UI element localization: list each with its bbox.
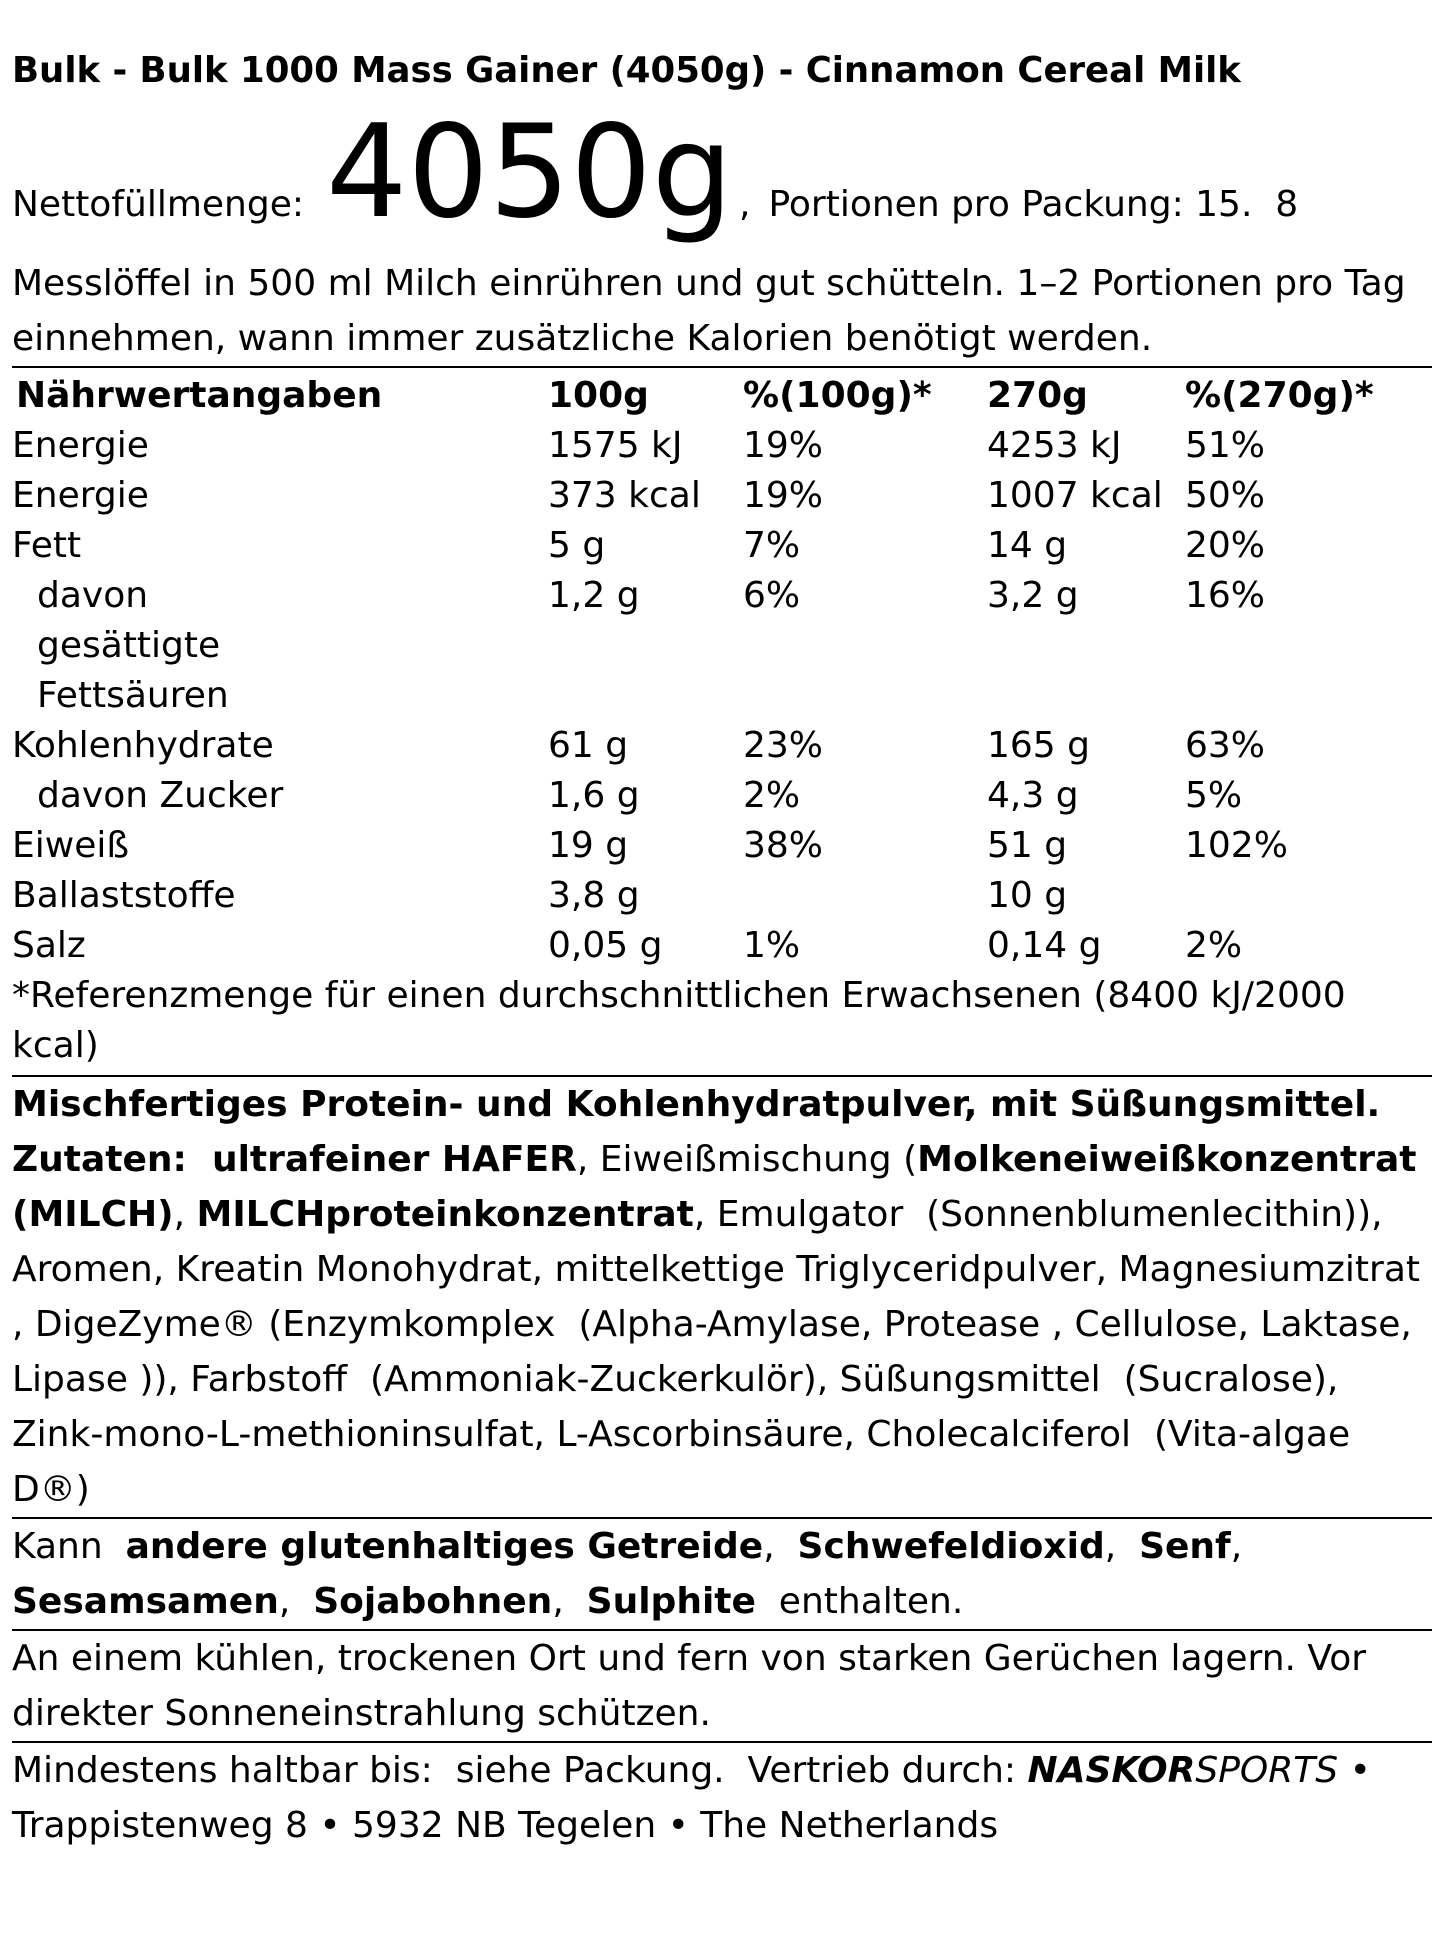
- nutrient-name: Kohlenhydrate: [12, 725, 274, 766]
- nutrient-name: Eiweiß: [12, 825, 130, 866]
- text-segment: ,: [278, 1581, 314, 1622]
- net-separator: ,: [739, 184, 751, 225]
- value-100g: 3,8 g: [548, 875, 640, 916]
- text-segment: Kann: [12, 1526, 126, 1567]
- value-100g: 0,05 g: [548, 925, 663, 966]
- value-270g: 4,3 g: [987, 775, 1079, 816]
- header-270g: 270g: [987, 375, 1088, 416]
- emphasized-text: NASKOR: [1027, 1750, 1196, 1791]
- pct-100g: 38%: [743, 825, 824, 866]
- value-270g: 165 g: [987, 725, 1091, 766]
- nutrition-row: [12, 571, 1432, 721]
- nutrient-name: davon gesättigte Fettsäuren: [37, 575, 229, 716]
- pct-100g: 7%: [743, 525, 801, 566]
- value-270g: 10 g: [987, 875, 1068, 916]
- value-270g: 0,14 g: [987, 925, 1102, 966]
- emphasized-text: andere glutenhaltiges Getreide: [125, 1526, 764, 1567]
- nutrition-row: [12, 771, 1432, 821]
- pct-100g: 23%: [743, 725, 824, 766]
- nutrition-header-row: [12, 371, 1432, 421]
- nutrition-row: [12, 871, 1432, 921]
- header-100g: 100g: [548, 375, 649, 416]
- nutrition-footnote: *Referenzmenge für einen durchschnittlichen Erwachsenen (8400 kJ/2000 kcal): [12, 975, 1346, 1066]
- nutrient-name: Energie: [12, 425, 149, 466]
- pct-270g: 16%: [1185, 575, 1266, 616]
- nutrition-row: [12, 421, 1432, 471]
- emphasized-text: Senf: [1139, 1526, 1231, 1567]
- value-100g: 61 g: [548, 725, 629, 766]
- text-segment: ,: [173, 1194, 197, 1235]
- divider: [12, 366, 1432, 368]
- value-270g: 14 g: [987, 525, 1068, 566]
- label-body: [12, 256, 1432, 1853]
- value-270g: 1007 kcal: [987, 475, 1163, 516]
- text-segment: , Emulgator (Sonnenblumenlecithin)), Aromen, Kreatin Monohydrat, mittelkettige Triglyceridpulver, Magnesiumzitrat , DigeZyme® (Enzymkomplex (Alpha-Amylase, Protease , Cellulose, Laktase, Lipase )), Farbstoff (Ammoniak-Zuckerkulör), Süßungsmittel (Sucralose), Zink-mono-L-methioninsulfat, L-Ascorbinsäure, Cholecalciferol (Vita-algae D®): [12, 1194, 1432, 1510]
- ingredients: [12, 1077, 1432, 1517]
- text-segment: ,: [763, 1526, 798, 1567]
- pct-100g: 1%: [743, 925, 801, 966]
- nutrient-name: Ballaststoffe: [12, 875, 236, 916]
- emphasized-text: Sesamsamen: [12, 1581, 279, 1622]
- net-quantity-amount: 4050g: [326, 98, 733, 247]
- nutrition-row: [12, 721, 1432, 771]
- emphasized-text: Schwefeldioxid: [797, 1526, 1105, 1567]
- value-100g: 1575 kJ: [548, 425, 683, 466]
- pct-100g: 19%: [743, 475, 824, 516]
- text-segment: • Trappistenweg 8 • 5932 NB Tegelen • The Netherlands: [12, 1750, 1383, 1846]
- value-270g: 51 g: [987, 825, 1068, 866]
- text-segment: , Eiweißmischung (: [576, 1139, 918, 1180]
- emphasized-text: Molkeneiweißkonzentrat (MILCH): [12, 1139, 1430, 1235]
- nutrient-name: Salz: [12, 925, 86, 966]
- pct-100g: [743, 871, 987, 921]
- pct-270g: 2%: [1185, 925, 1243, 966]
- value-270g: 3,2 g: [987, 575, 1079, 616]
- value-100g: 19 g: [548, 825, 629, 866]
- nutrient-name: Energie: [12, 475, 149, 516]
- pct-100g: 6%: [743, 575, 801, 616]
- portions-label: Portionen pro Packung:: [768, 184, 1184, 225]
- distributor-info: [12, 1743, 1432, 1853]
- pct-100g: 19%: [743, 425, 824, 466]
- pct-270g: 50%: [1185, 475, 1266, 516]
- pct-270g: 5%: [1185, 775, 1243, 816]
- portions-value: 15. 8: [1195, 184, 1299, 225]
- value-100g: 1,6 g: [548, 775, 640, 816]
- nutrient-name: davon Zucker: [37, 775, 284, 816]
- product-title: Bulk - Bulk 1000 Mass Gainer (4050g) - Cinnamon Cereal Milk: [12, 50, 1241, 91]
- emphasized-text: MILCHproteinkonzentrat: [196, 1194, 694, 1235]
- emphasized-text: Sojabohnen: [313, 1581, 553, 1622]
- value-270g: 4253 kJ: [987, 425, 1122, 466]
- storage-instructions: An einem kühlen, trockenen Ort und fern von starken Gerüchen lagern. Vor direkter Sonneneinstrahlung schützen.: [12, 1638, 1367, 1734]
- nutrition-row: [12, 921, 1432, 971]
- text-segment: Mindestens haltbar bis: siehe Packung. Vertrieb durch:: [12, 1750, 1028, 1791]
- instructions: Messlöffel in 500 ml Milch einrühren und gut schütteln. 1–2 Portionen pro Tag einnehmen, wann immer zusätzliche Kalorien benötigt werden.: [12, 263, 1406, 359]
- pct-100g: 2%: [743, 775, 801, 816]
- pct-270g: 63%: [1185, 725, 1266, 766]
- value-100g: 1,2 g: [548, 575, 640, 616]
- value-100g: 373 kcal: [548, 475, 701, 516]
- nutrient-name: Fett: [12, 525, 82, 566]
- nutrition-row: [12, 521, 1432, 571]
- allergen-notice: [12, 1519, 1432, 1629]
- pct-270g: 20%: [1185, 525, 1266, 566]
- header-pct-100g: %(100g)*: [743, 375, 932, 416]
- header-nutrient: Nährwertangaben: [16, 375, 383, 416]
- value-100g: 5 g: [548, 525, 606, 566]
- text-segment: ,: [1104, 1526, 1140, 1567]
- emphasized-text: Sulphite: [586, 1581, 756, 1622]
- pct-270g: 102%: [1185, 825, 1288, 866]
- text-segment: enthalten.: [755, 1581, 964, 1622]
- text-segment: ,: [1230, 1526, 1254, 1567]
- pct-270g: 51%: [1185, 425, 1266, 466]
- pct-270g: [1185, 871, 1432, 921]
- net-quantity-label: Nettofüllmenge:: [12, 184, 304, 225]
- net-quantity-row: [12, 98, 1299, 270]
- text-segment: ,: [552, 1581, 587, 1622]
- header-pct-270g: %(270g)*: [1185, 375, 1374, 416]
- nutrition-row: [12, 471, 1432, 521]
- nutrition-table: [12, 371, 1432, 971]
- emphasized-text: Mischfertiges Protein- und Kohlenhydratpulver, mit Süßungsmittel. Zutaten: ultrafeiner HAFER: [12, 1084, 1406, 1180]
- nutrition-row: [12, 821, 1432, 871]
- emphasized-text: SPORTS: [1195, 1750, 1339, 1791]
